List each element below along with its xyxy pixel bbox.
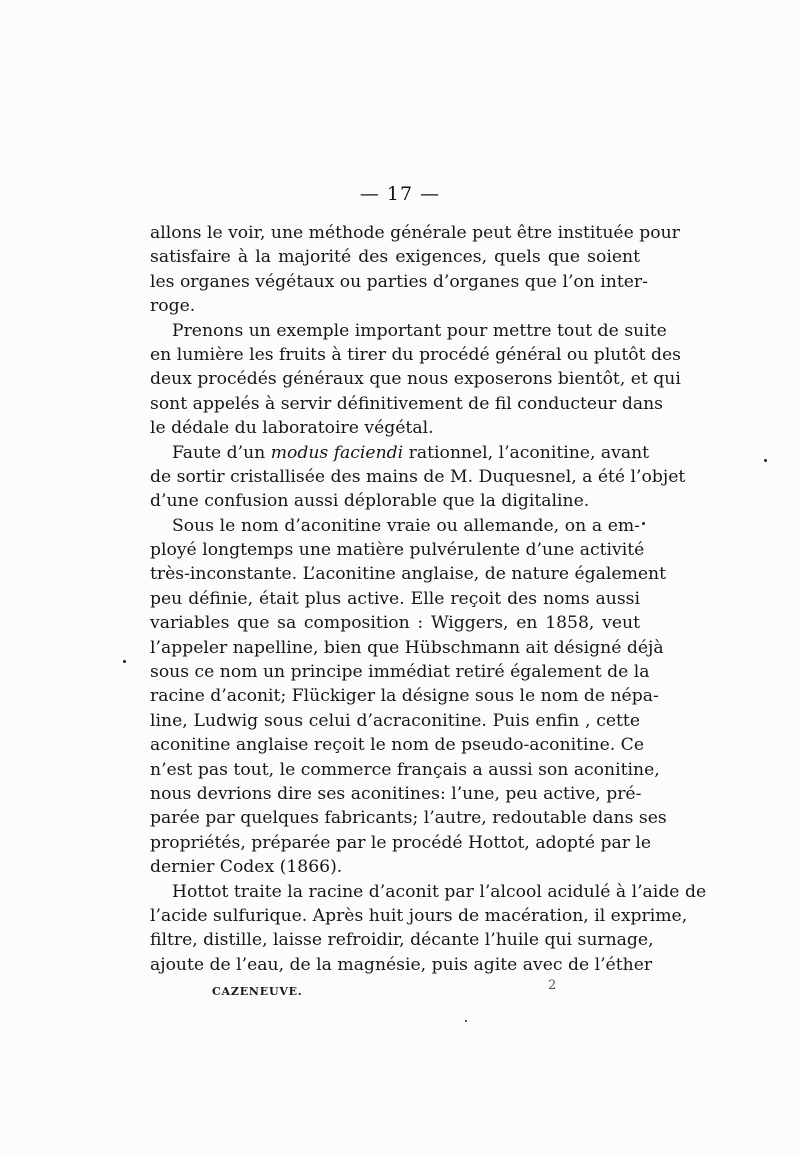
text-line: d’une confusion aussi déplorable que la digitaline. [150, 491, 590, 512]
text-line: n’est pas tout, le commerce français a aussi son aconitine, [150, 759, 660, 780]
text-segment: rationnel, l’aconitine, avant [403, 442, 650, 463]
text-line: nous devrions dire ses aconitines: l’une, peu active, pré- [150, 783, 642, 804]
text-line: racine d’aconit; Flückiger la désigne sous le nom de népa- [150, 686, 659, 707]
text-line: sont appelés à servir définitivement de fil conducteur dans [150, 393, 663, 414]
text-line: en lumière les fruits à tirer du procédé général ou plutôt des [150, 344, 681, 365]
ink-speck [764, 459, 767, 462]
text-line: satisfaire à la majorité des exigences, quels que soient [150, 247, 640, 268]
ink-speck [642, 522, 645, 525]
printer-signature: CAZENEUVE. [212, 985, 303, 998]
ink-speck [465, 1020, 467, 1022]
text-line: roge. [150, 296, 196, 317]
text-line: dernier Codex (1866). [150, 857, 343, 878]
text-line: Sous le nom d’aconitine vraie ou allemande, on a em- [172, 515, 640, 536]
text-line: le dédale du laboratoire végétal. [150, 418, 434, 439]
text-line: ployé longtemps une matière pulvérulente d’une activité [150, 540, 645, 561]
text-line: l’acide sulfurique. Après huit jours de macération, il exprime, [150, 905, 688, 926]
text-line: propriétés, préparée par le procédé Hottot, adopté par le [150, 832, 652, 853]
text-line: variables que sa composition : Wiggers, en 1858, veut [150, 613, 640, 634]
text-line: deux procédés généraux que nous exposerons bientôt, et qui [150, 369, 681, 390]
text-line: Hottot traite la racine d’aconit par l’alcool acidulé à l’aide de [172, 881, 707, 902]
text-line: filtre, distille, laisse refroidir, décante l’huile qui surnage, [150, 930, 654, 951]
text-line: allons le voir, une méthode générale peut être instituée pour [150, 223, 680, 243]
text-line: ajoute de l’eau, de la magnésie, puis agite avec de l’éther [150, 954, 653, 975]
text-line: parée par quelques fabricants; l’autre, redoutable dans ses [150, 808, 667, 829]
text-line: l’appeler napelline, bien que Hübschmann ait désigné déjà [150, 637, 664, 658]
text-line: très-inconstante. L’aconitine anglaise, de nature également [150, 564, 667, 585]
text-line: les organes végétaux ou parties d’organes que l’on inter- [150, 271, 648, 292]
text-line: de sortir cristallisée des mains de M. Duquesnel, a été l’objet [150, 466, 686, 487]
page-number: — 17 — [359, 183, 441, 205]
text-line: Prenons un exemple important pour mettre tout de suite [172, 320, 667, 341]
signature-mark: 2 [548, 978, 557, 993]
text-line: peu définie, était plus active. Elle reçoit des noms aussi [150, 588, 640, 609]
text-line: aconitine anglaise reçoit le nom de pseudo-aconitine. Ce [150, 735, 644, 756]
ink-speck [123, 660, 126, 663]
italic-term: modus faciendi [270, 442, 404, 463]
text-line: line, Ludwig sous celui d’acraconitine. Puis enfin , cette [150, 710, 640, 731]
text-line [150, 441, 650, 465]
body-text [150, 221, 707, 977]
text-segment: Faute d’un [172, 442, 271, 463]
text-line: sous ce nom un principe immédiat retiré également de la [150, 662, 650, 683]
